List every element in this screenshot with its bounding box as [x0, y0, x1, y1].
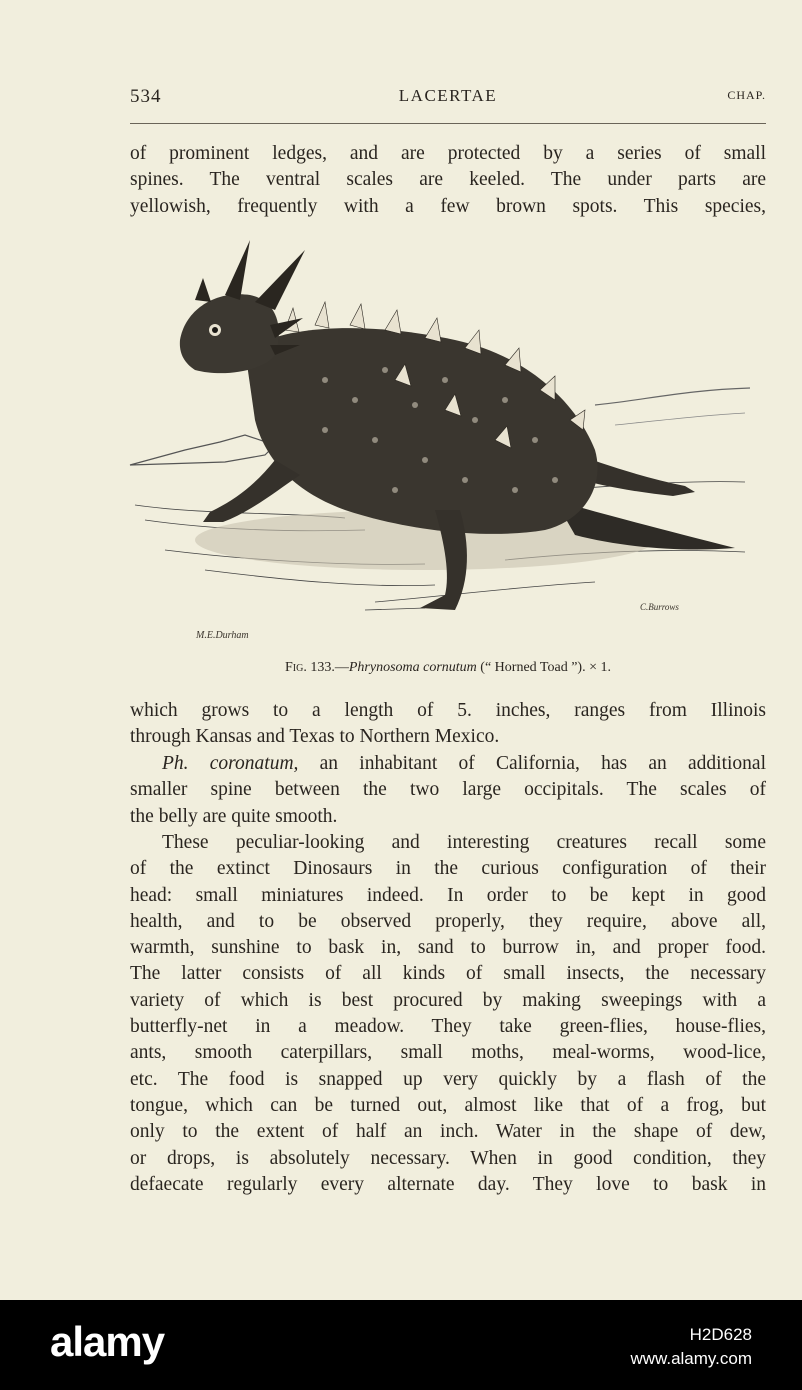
- text-line: These peculiar-looking and interesting creatures recall some: [162, 832, 766, 853]
- page-number: 534: [130, 86, 162, 107]
- text-line: which grows to a length of 5. inches, ranges from Illinois: [130, 700, 766, 721]
- species-name: Phrynosoma cornutum: [348, 660, 477, 675]
- artist-signature-left: M.E.Durham: [196, 630, 249, 641]
- text-line: only to the extent of half an inch. Water in the shape of dew,: [130, 1121, 766, 1143]
- text-line: or drops, is absolutely necessary. When in good condition, they: [130, 1147, 766, 1169]
- chapter-label: CHAP.: [727, 88, 766, 102]
- figure-number: Fig. 133.: [285, 660, 335, 675]
- text-line: Ph. coronatum, an inhabitant of California, has an additional: [162, 753, 766, 774]
- text-line: through Kansas and Texas to Northern Mexico.: [130, 726, 500, 748]
- text-line: head: small miniatures indeed. In order to be kept in good: [130, 884, 766, 906]
- artist-signature-right: C.Burrows: [640, 602, 679, 612]
- text-line: of prominent ledges, and are protected by a series of small: [130, 143, 766, 164]
- text-line: spines. The ventral scales are keeled. The under parts are: [130, 169, 766, 191]
- caption-dash: —: [334, 660, 349, 675]
- text-line: The latter consists of all kinds of small insects, the necessary: [130, 963, 766, 985]
- running-head: [130, 86, 766, 114]
- figure-caption: [130, 660, 766, 676]
- text-line: health, and to be observed properly, they require, above all,: [130, 910, 766, 932]
- text-line: defaecate regularly every alternate day. They love to bask in: [130, 1173, 766, 1195]
- header-rule: [130, 123, 766, 124]
- text-line: smaller spine between the two large occipitals. The scales of: [130, 779, 766, 801]
- site-url: www.alamy.com: [630, 1349, 752, 1368]
- text-line: ants, smooth caterpillars, small moths, meal-worms, wood-lice,: [130, 1042, 766, 1064]
- text-line: butterfly-net in a meadow. They take green-flies, house-flies,: [130, 1016, 766, 1038]
- paragraph-coronatum: [130, 751, 766, 830]
- paragraph-top: [130, 141, 766, 220]
- text-line: variety of which is best procured by making sweepings with a: [130, 989, 766, 1011]
- text-line: tongue, which can be turned out, almost like that of a frog, but: [130, 1094, 766, 1116]
- text-line: the belly are quite smooth.: [130, 805, 338, 827]
- alamy-logo: alamy: [50, 1318, 165, 1365]
- text-line: warmth, sunshine to bask in, sand to burrow in, and proper food.: [130, 937, 766, 959]
- text-line: of the extinct Dinosaurs in the curious configuration of their: [130, 858, 766, 880]
- image-id: H2D628: [689, 1325, 752, 1344]
- horned-toad-illustration: [125, 230, 765, 650]
- caption-common-name: (“ Horned Toad ”). × 1.: [476, 660, 611, 675]
- text-line: etc. The food is snapped up very quickly by a flash of the: [130, 1068, 766, 1090]
- species-name: Ph. coronatum,: [162, 753, 299, 774]
- paragraph-after-figure: [130, 698, 766, 751]
- running-title: LACERTAE: [398, 86, 498, 105]
- paragraph-main: [130, 830, 766, 1198]
- stock-image-info: [630, 1323, 752, 1371]
- text-line: yellowish, frequently with a few brown spots. This species,: [130, 195, 766, 217]
